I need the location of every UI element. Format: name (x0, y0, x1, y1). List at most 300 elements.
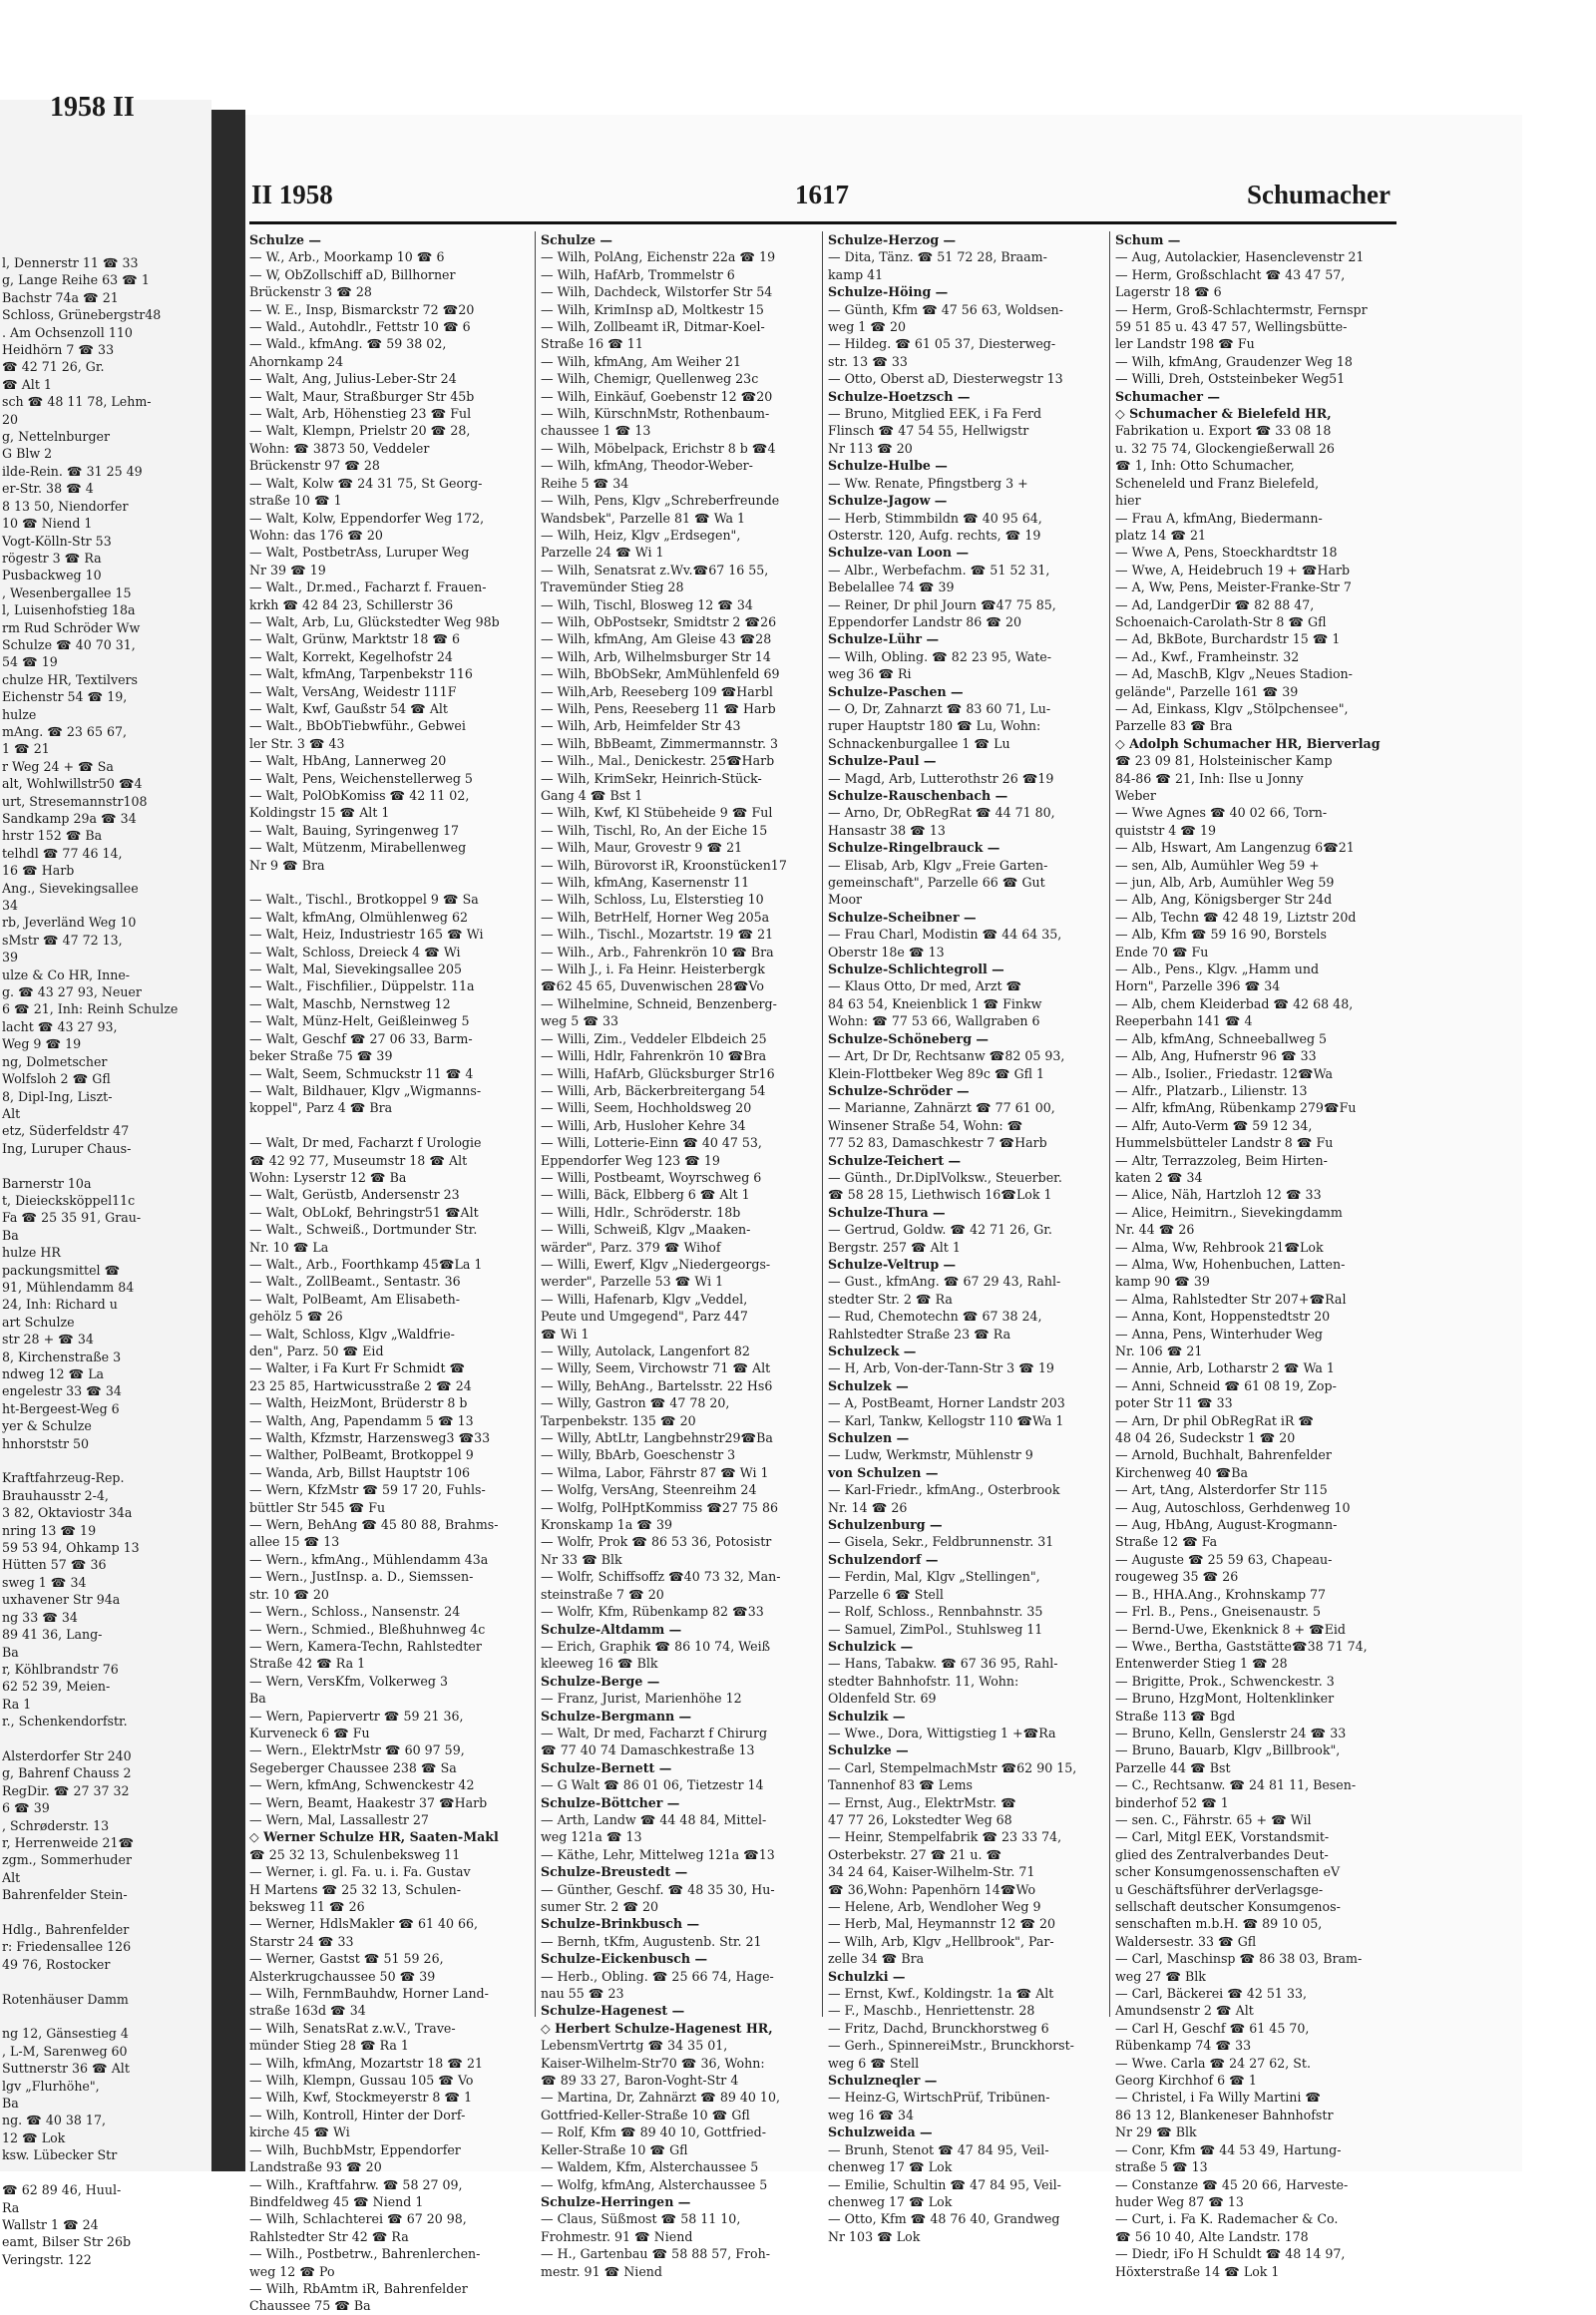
directory-entry-line: — Walt, Heiz, Industriestr 165 ☎ Wi (249, 927, 484, 943)
directory-entry-line: Kaiser-Wilhelm-Str70 ☎ 36, Wohn: (541, 2055, 765, 2071)
directory-entry-line: — Gisela, Sekr., Feldbrunnenstr. 31 (828, 1534, 1054, 1550)
surname-heading: Schulze-Altdamm — (541, 1621, 682, 1637)
directory-column-2 (541, 231, 812, 2279)
directory-entry-line: — Walt, Mützenm, Mirabellenweg (249, 840, 467, 856)
directory-entry-line: — Ernst, Aug., ElektrMstr. ☎ (828, 1794, 1016, 1810)
left-page-line (2, 1452, 201, 1469)
left-page-line: lgv „Flurhöhe", (2, 2078, 100, 2094)
directory-entry-line: — Walt, Ang, Julius-Leber-Str 24 (249, 371, 457, 387)
directory-entry-line: — C., Rechtsanw. ☎ 24 81 11, Besen- (1115, 1777, 1357, 1793)
left-page-line: hrstr 152 ☎ Ba (2, 828, 103, 844)
directory-entry-line: Amundsenstr 2 ☎ Alt (1115, 2003, 1254, 2019)
directory-entry-line: — Alma, Ww, Hohenbuchen, Latten- (1115, 1256, 1346, 1272)
directory-entry-line: — Wald., kfmAng. ☎ 59 38 02, (249, 336, 447, 352)
directory-entry-line: krkh ☎ 42 84 23, Schillerstr 36 (249, 596, 454, 612)
directory-entry-line: — Wwe A, Pens, Stoeckhardtstr 18 (1115, 545, 1338, 561)
directory-entry-line: gemeinschaft", Parzelle 66 ☎ Gut (828, 875, 1045, 891)
left-page-line (2, 2008, 201, 2025)
directory-entry-line: — Walt., Dr.med., Facharzt f. Frauen- (249, 579, 487, 595)
directory-entry-line: ler Landstr 198 ☎ Fu (1115, 336, 1255, 352)
directory-entry-line: — Ad, Einkass, Klgv „Stölpchensee", (1115, 700, 1349, 716)
surname-heading: Schulze-Paul — (828, 753, 937, 769)
directory-entry-line: — Wern, VersKfm, Volkerweg 3 (249, 1673, 448, 1689)
surname-heading: Schulze-Schöneberg — (828, 1030, 989, 1046)
left-page-line: urt, Stresemannstr108 (2, 793, 148, 809)
directory-entry-line: — Wilh, PolAng, Eichenstr 22a ☎ 19 (541, 249, 776, 265)
directory-entry-line: katen 2 ☎ 34 (1115, 1169, 1203, 1185)
directory-entry-line: poter Str 11 ☎ 33 (1115, 1395, 1233, 1411)
surname-heading: Schulze-Hoetzsch — (828, 388, 971, 404)
directory-entry-line: — Wilhelmine, Schneid, Benzenberg- (541, 995, 777, 1011)
directory-entry-line: — Willi, Lotterie-Einn ☎ 40 47 53, (541, 1135, 762, 1151)
directory-entry-line: — Christel, i Fa Willy Martini ☎ (1115, 2090, 1322, 2106)
directory-entry-line: Klein-Flottbeker Weg 89c ☎ Gfl 1 (828, 1065, 1045, 1081)
directory-entry-line: — Claus, Süßmost ☎ 58 11 10, (541, 2211, 741, 2227)
directory-entry-line: 59 51 85 u. 43 47 57, Wellingsbütte- (1115, 319, 1348, 335)
surname-heading: Schulzki — (828, 1968, 906, 1984)
directory-entry-line: — Bruno, Bauarb, Klgv „Billbrook", (1115, 1742, 1341, 1758)
directory-entry-line: — Helene, Arb, Wendloher Weg 9 (828, 1899, 1041, 1914)
left-page-line: Ra (2, 2199, 20, 2215)
directory-entry-line: — Fritz, Dachd, Brunckhorstweg 6 (828, 2020, 1049, 2036)
directory-entry-line: Straße 12 ☎ Fa (1115, 1534, 1218, 1550)
left-page-line: Kraftfahrzeug-Rep. (2, 1470, 125, 1486)
directory-entry-line: Straße 42 ☎ Ra 1 (249, 1656, 366, 1672)
directory-entry-line: — Klaus Otto, Dr med, Arzt ☎ (828, 978, 1022, 994)
directory-entry-line: koppel", Parz 4 ☎ Bra (249, 1100, 393, 1116)
surname-heading: Schulzick — (828, 1638, 914, 1654)
left-page-line: lacht ☎ 43 27 93, (2, 1018, 118, 1034)
directory-entry-line: str. 10 ☎ 20 (249, 1586, 329, 1602)
directory-entry-line: Nr 33 ☎ Blk (541, 1551, 622, 1567)
directory-entry-line: — W., Arb., Moorkamp 10 ☎ 6 (249, 249, 445, 265)
directory-entry-line: straße 5 ☎ 13 (1115, 2159, 1208, 2175)
directory-entry-line: — Wilh., Mal., Denickestr. 25☎Harb (541, 753, 775, 769)
directory-entry-line: — Walt., BbObTiebwführ., Gebwei (249, 718, 466, 734)
left-page-line: Eichenstr 54 ☎ 19, (2, 689, 128, 705)
directory-entry-line: — Günth, Kfm ☎ 47 56 63, Woldsen- (828, 301, 1063, 317)
surname-heading: Schulze — (541, 232, 613, 247)
directory-entry-line: LebensmVertrtg ☎ 34 35 01, (541, 2038, 728, 2054)
left-page-line: yer & Schulze (2, 1418, 92, 1434)
surname-heading: Schulze-Bernett — (541, 1759, 672, 1775)
directory-entry-line: — O, Dr, Zahnarzt ☎ 83 60 71, Lu- (828, 700, 1051, 716)
directory-entry-line: Kurveneck 6 ☎ Fu (249, 1725, 370, 1740)
surname-heading: Schulze-Ringelbrauck — (828, 840, 1000, 856)
directory-entry-line: — Wilh, HafArb, Trommelstr 6 (541, 266, 735, 282)
directory-entry-line: straße 163d ☎ 34 (249, 2003, 366, 2019)
left-page-line: Ba (2, 1227, 19, 1243)
directory-column-1 (249, 231, 521, 2314)
directory-entry-line: — Willy, Autolack, Langenfort 82 (541, 1344, 750, 1358)
directory-entry-line: ler Str. 3 ☎ 43 (249, 735, 345, 751)
left-page-line: g. ☎ 43 27 93, Neuer (2, 984, 142, 1000)
directory-entry-line: — Wilh, KrimInsp aD, Moltkestr 15 (541, 301, 764, 317)
directory-entry-line: — Wwe., Bertha, Gaststätte☎38 71 74, (1115, 1638, 1368, 1654)
directory-entry-line: kamp 41 (828, 266, 884, 282)
directory-entry-line: — Wilh, Möbelpack, Erichstr 8 b ☎4 (541, 440, 776, 456)
directory-entry-line: — Alfr, kfmAng, Rübenkamp 279☎Fu (1115, 1100, 1357, 1116)
directory-entry-line: sumer Str. 2 ☎ 20 (541, 1899, 659, 1914)
directory-entry-line: — Willi, Ewerf, Klgv „Niedergeorgs- (541, 1256, 771, 1272)
directory-entry-line: — Alb, Kfm ☎ 59 16 90, Borstels (1115, 927, 1327, 943)
directory-entry-line: — Herb, Mal, Heymannstr 12 ☎ 20 (828, 1916, 1056, 1932)
surname-heading: Schulze-Veltrup — (828, 1256, 957, 1272)
directory-entry-line: — Herb., Obling. ☎ 25 66 74, Hage- (541, 1968, 774, 1984)
directory-entry-line: — Carl H, Geschf ☎ 61 45 70, (1115, 2020, 1310, 2036)
directory-entry-line: — Wilh, Schloss, Lu, Elsterstieg 10 (541, 892, 764, 908)
directory-entry-line: — Wwe Agnes ☎ 40 02 66, Torn- (1115, 805, 1328, 821)
directory-entry-line: — Wern., kfmAng., Mühlendamm 43a (249, 1551, 489, 1567)
directory-entry-line: — Wilh, RbAmtm iR, Bahrenfelder (249, 2280, 468, 2296)
directory-entry-line: — Arnold, Buchhalt, Bahrenfelder (1115, 1447, 1332, 1463)
directory-entry-line: Nr. 106 ☎ 21 (1115, 1344, 1203, 1358)
directory-entry-line: — Walt, Kolw ☎ 24 31 75, St Georg- (249, 475, 483, 491)
directory-entry-line: Brückenstr 97 ☎ 28 (249, 458, 380, 474)
directory-entry-line: — Herb, Stimmbildn ☎ 40 95 64, (828, 510, 1042, 526)
surname-heading: Schulzik — (828, 1708, 906, 1724)
directory-entry-line: den", Parz. 50 ☎ Eid (249, 1344, 384, 1358)
directory-entry-line: — Rolf, Kfm ☎ 89 40 10, Gottfried- (541, 2124, 766, 2140)
directory-entry-line: — Hans, Tabakw. ☎ 67 36 95, Rahl- (828, 1656, 1058, 1672)
left-page-line: , Wesenbergallee 15 (2, 584, 132, 600)
directory-entry-line: weg 12 ☎ Po (249, 2263, 335, 2279)
directory-entry-line: Kirchenweg 40 ☎Ba (1115, 1464, 1248, 1480)
directory-entry-line: 86 13 12, Blankeneser Bahnhofstr (1115, 2107, 1334, 2122)
directory-entry-line: weg 121a ☎ 13 (541, 1829, 642, 1845)
directory-entry-line: — Walther, PolBeamt, Brotkoppel 9 (249, 1447, 474, 1463)
left-page-line: 1 ☎ 21 (2, 741, 50, 757)
directory-entry-line: weg 36 ☎ Ri (828, 666, 912, 682)
left-page-line: 8, Kirchenstraße 3 (2, 1349, 122, 1364)
directory-entry-line: — Ad, MaschB, Klgv „Neues Stadion- (1115, 666, 1353, 682)
left-page-line: Brauhausstr 2-4, (2, 1487, 109, 1503)
directory-entry-line: — Willi, HafArb, Glücksburger Str16 (541, 1065, 775, 1081)
left-page-line: 91, Mühlendamm 84 (2, 1279, 135, 1295)
left-page-line: t, Dieiecksköppel11c (2, 1192, 136, 1208)
directory-entry-line: — Günther, Geschf. ☎ 48 35 30, Hu- (541, 1881, 775, 1897)
directory-entry-line: — Wilh, BbBeamt, Zimmermannstr. 3 (541, 735, 779, 751)
directory-entry-line: — Günth., Dr.DiplVolksw., Steuerber. (828, 1169, 1062, 1185)
directory-entry-line: Wandsbek", Parzelle 81 ☎ Wa 1 (541, 510, 746, 526)
left-page-line: ng 12, Gänsestieg 4 (2, 2026, 129, 2042)
directory-entry-line: ◇ Adolph Schumacher HR, Bierverlag (1115, 735, 1381, 751)
left-page-line: Veringstr. 122 (2, 2251, 92, 2267)
directory-entry-line: — Wolfr, Prok ☎ 86 53 36, Potosistr (541, 1534, 772, 1550)
directory-entry-line: — Wilh, Schlachterei ☎ 67 20 98, (249, 2211, 467, 2227)
directory-entry-line: — Willi, Hdlr., Schröderstr. 18b (541, 1204, 741, 1220)
directory-entry-line: — Wilh, Senatsrat z.Wv.☎67 16 55, (541, 562, 769, 578)
column-separator (822, 231, 823, 2017)
directory-entry-line: — Werner, HdlsMakler ☎ 61 40 66, (249, 1916, 479, 1932)
directory-entry-line: — Franz, Jurist, Marienhöhe 12 (541, 1691, 742, 1707)
directory-entry-line: — Anna, Pens, Winterhuder Weg (1115, 1326, 1323, 1342)
directory-entry-line: — Wolfg, PolHptKommiss ☎27 75 86 (541, 1499, 778, 1515)
directory-entry-line: — Curt, i. Fa K. Rademacher & Co. (1115, 2211, 1339, 2227)
column-separator (1109, 231, 1110, 2017)
left-page-line: Hdlg., Bahrenfelder (2, 1922, 130, 1937)
directory-entry-line: ◇ Werner Schulze HR, Saaten-Makl (249, 1829, 499, 1845)
directory-entry-line: Parzelle 6 ☎ Stell (828, 1586, 944, 1602)
left-page-line: chulze HR, Textilvers (2, 671, 139, 687)
directory-entry-line: stedter Bahnhofstr. 11, Wohn: (828, 1673, 1019, 1689)
surname-heading: Schulze-Berge — (541, 1673, 660, 1689)
directory-entry-line: — Albr., Werbefachm. ☎ 51 52 31, (828, 562, 1050, 578)
directory-entry-line: — Alb, Techn ☎ 42 48 19, Liztstr 20d (1115, 909, 1357, 925)
left-page-line: r, Köhlbrandstr 76 (2, 1661, 119, 1677)
left-page-line: sMstr ☎ 47 72 13, (2, 932, 123, 948)
directory-entry-line: Schoenaich-Carolath-Str 8 ☎ Gfl (1115, 613, 1327, 629)
directory-entry-line: — Wern, BehAng ☎ 45 80 88, Brahms- (249, 1517, 499, 1533)
directory-entry-line: Straße 113 ☎ Bgd (1115, 1708, 1236, 1724)
directory-entry-line: — Wilh, Arb, Wilhelmsburger Str 14 (541, 648, 771, 664)
directory-entry-line: — Wilh, Obling. ☎ 82 23 95, Wate- (828, 648, 1052, 664)
directory-entry-line: Fabrikation u. Export ☎ 33 08 18 (1115, 423, 1332, 439)
directory-entry-line: — Ernst, Kwf., Koldingstr. 1a ☎ Alt (828, 1986, 1054, 2002)
left-page-line (2, 1904, 201, 1921)
surname-heading: Schulzke — (828, 1742, 909, 1758)
left-page-line: art Schulze (2, 1314, 75, 1330)
directory-entry-line: Nr. 10 ☎ La (249, 1239, 329, 1255)
left-page-line (2, 1973, 201, 1990)
directory-entry-line: münder Stieg 28 ☎ Ra 1 (249, 2038, 409, 2054)
directory-entry-line: — Samuel, ZimPol., Stuhlsweg 11 (828, 1621, 1043, 1637)
directory-entry-line: — Gust., kfmAng. ☎ 67 29 43, Rahl- (828, 1274, 1061, 1290)
directory-entry-line: — Magd, Arb, Lutterothstr 26 ☎19 (828, 770, 1054, 786)
directory-entry-line: Reihe 5 ☎ 34 (541, 475, 629, 491)
directory-entry-line: huder Weg 87 ☎ 13 (1115, 2193, 1244, 2209)
directory-entry-line: — Walt, VersAng, Weidestr 111F (249, 683, 457, 699)
directory-entry-line: — Walt, Arb, Lu, Glückstedter Weg 98b (249, 613, 500, 629)
directory-entry-line: Gang 4 ☎ Bst 1 (541, 788, 643, 803)
directory-entry-line: Nr 9 ☎ Bra (249, 857, 325, 873)
directory-entry-line: — Walt, Kwf, Gaußstr 54 ☎ Alt (249, 700, 448, 716)
left-page-line: 6 ☎ 39 (2, 1800, 50, 1816)
directory-entry-line: — Willi, Arb, Bäckerbreitergang 54 (541, 1082, 766, 1098)
directory-entry-line: — Walter, i Fa Kurt Fr Schmidt ☎ (249, 1360, 466, 1376)
left-page-line: sch ☎ 48 11 78, Lehm- (2, 394, 152, 410)
directory-entry-line: — Wilh, Kontroll, Hinter der Dorf- (249, 2107, 466, 2122)
directory-entry-line: — Wern, Beamt, Haakestr 37 ☎Harb (249, 1794, 488, 1810)
directory-entry-line: — sen, Alb, Aumühler Weg 59 + (1115, 857, 1320, 873)
left-page-text (2, 254, 201, 2268)
directory-entry-line: 84-86 ☎ 21, Inh: Ilse u Jonny (1115, 770, 1304, 786)
directory-entry-line: — Wilh, kfmAng, Mozartstr 18 ☎ 21 (249, 2055, 483, 2071)
directory-entry-line: — W. E., Insp, Bismarckstr 72 ☎20 (249, 301, 475, 317)
directory-entry-line: — Wwe., Dora, Wittigstieg 1 +☎Ra (828, 1725, 1056, 1740)
directory-entry-line: Osterstr. 120, Aufg. rechts, ☎ 19 (828, 527, 1041, 543)
directory-entry-line: — Werner, i. gl. Fa. u. i. Fa. Gustav (249, 1864, 471, 1880)
surname-heading: Schulzneqler — (828, 2073, 938, 2089)
directory-entry-line: — Wilh, Chemigr, Quellenweg 23c (541, 371, 759, 387)
surname-heading: Schulze-Jagow — (828, 493, 948, 509)
directory-entry-line: chenweg 17 ☎ Lok (828, 2193, 953, 2209)
directory-entry-line: — Reiner, Dr phil Journ ☎47 75 85, (828, 596, 1056, 612)
directory-entry-line: ☎ 36,Wohn: Papenhörn 14☎Wo (828, 1881, 1036, 1897)
directory-entry-line: — Marianne, Zahnärzt ☎ 77 61 00, (828, 1100, 1055, 1116)
directory-column-3 (828, 231, 1099, 2244)
directory-entry-line: — Wilh J., i. Fa Heinr. Heisterbergk (541, 962, 765, 977)
directory-entry-line: Chaussee 75 ☎ Ba (249, 2298, 371, 2314)
directory-entry-line: ☎ 23 09 81, Holsteinischer Kamp (1115, 753, 1333, 769)
directory-entry-line: — Ad, LandgerDir ☎ 82 88 47, (1115, 596, 1315, 612)
surname-heading: Schulze-Teichert — (828, 1152, 962, 1168)
directory-entry-line: weg 6 ☎ Stell (828, 2055, 920, 2071)
directory-entry-line: — Frau A, kfmAng, Biedermann- (1115, 510, 1323, 526)
directory-entry-line: — Carl, StempelmachMstr ☎62 90 15, (828, 1759, 1077, 1775)
directory-entry-line: Hummelsbütteler Landstr 8 ☎ Fu (1115, 1135, 1334, 1151)
directory-entry-line: mestr. 91 ☎ Niend (541, 2263, 662, 2279)
directory-entry-line: — Otto, Kfm ☎ 48 76 40, Grandweg (828, 2211, 1060, 2227)
surname-heading: Schulze-Paschen — (828, 683, 964, 699)
left-page-line: ndweg 12 ☎ La (2, 1366, 105, 1381)
surname-heading: Schulzweida — (828, 2124, 933, 2140)
left-page-line: Ing, Luruper Chaus- (2, 1140, 132, 1156)
directory-entry-line: weg 1 ☎ 20 (828, 319, 907, 335)
directory-entry-line: — Anni, Schneid ☎ 61 08 19, Zop- (1115, 1377, 1337, 1393)
directory-entry-line: — Annie, Arb, Lotharstr 2 ☎ Wa 1 (1115, 1360, 1335, 1376)
directory-entry-line: Peute und Umgegend", Parz 447 (541, 1309, 748, 1325)
left-page-line: Barnerstr 10a (2, 1175, 92, 1191)
left-page-line: , Schrøderstr. 13 (2, 1817, 110, 1833)
directory-entry-line: — Alice, Näh, Hartzloh 12 ☎ 33 (1115, 1187, 1322, 1203)
directory-entry-line: — Karl-Friedr., kfmAng., Osterbrook (828, 1482, 1060, 1498)
directory-entry-line: — Wilh, Pens, Reeseberg 11 ☎ Harb (541, 700, 776, 716)
directory-entry-line: — Wwe, A, Heidebruch 19 + ☎Harb (1115, 562, 1351, 578)
directory-entry-line: ◇ Herbert Schulze-Hagenest HR, (541, 2020, 773, 2036)
directory-entry-line: Eppendorfer Landstr 86 ☎ 20 (828, 613, 1022, 629)
surname-heading: Schulze-Böttcher — (541, 1794, 680, 1810)
directory-entry-line: — Walt, Mal, Sievekingsallee 205 (249, 962, 462, 977)
directory-entry-line: Schnackenburgallee 1 ☎ Lu (828, 735, 1010, 751)
directory-entry-line: — Alb, chem Kleiderbad ☎ 42 68 48, (1115, 995, 1354, 1011)
directory-entry-line: — Walt, Schloss, Klgv „Waldfrie- (249, 1326, 455, 1342)
left-page-line: ☎ 42 71 26, Gr. (2, 359, 105, 375)
directory-entry-line: — Willy, AbtLtr, Langbehnstr29☎Ba (541, 1430, 773, 1446)
page-header-left: II 1958 (251, 180, 333, 209)
surname-heading: Schulze-van Loon — (828, 545, 970, 561)
directory-entry-line: Wohn: ☎ 77 53 66, Wallgraben 6 (828, 1013, 1040, 1029)
left-page-line: l, Dennerstr 11 ☎ 33 (2, 255, 139, 270)
directory-entry-line: wärder", Parz. 379 ☎ Wihof (541, 1239, 721, 1255)
left-page-line: 8, Dipl-Ing, Liszt- (2, 1088, 113, 1104)
directory-entry-line: — Alma, Rahlstedter Str 207+☎Ral (1115, 1291, 1347, 1307)
directory-entry-line: — Alice, Heimitrn., Sievekingdamm (1115, 1204, 1343, 1220)
directory-entry-line: — Walt, Maur, Straßburger Str 45b (249, 388, 475, 404)
left-page-line: telhdl ☎ 77 46 14, (2, 845, 123, 861)
directory-entry-line: gelände", Parzelle 161 ☎ 39 (1115, 683, 1299, 699)
directory-entry-line: — Wilh, KrimSekr, Heinrich-Stück- (541, 770, 762, 786)
directory-entry-line: Landstraße 93 ☎ 20 (249, 2159, 382, 2175)
directory-entry-line: — Bruno, Kelln, Genslerstr 24 ☎ 33 (1115, 1725, 1347, 1740)
left-page-line: Heidhörn 7 ☎ 33 (2, 342, 115, 358)
directory-entry-line: — Wilh,Arb, Reeseberg 109 ☎Harbl (541, 683, 773, 699)
left-page-line: 59 53 94, Ohkamp 13 (2, 1540, 140, 1556)
left-page-line: hnhorststr 50 (2, 1435, 90, 1451)
surname-heading: Schulzendorf — (828, 1551, 939, 1567)
directory-entry-line: büttler Str 545 ☎ Fu (249, 1499, 386, 1515)
directory-entry-line: — Willy, Gastron ☎ 47 78 20, (541, 1395, 730, 1411)
directory-entry-line: ☎ 89 33 27, Baron-Voght-Str 4 (541, 2073, 739, 2089)
directory-entry-line: Ende 70 ☎ Fu (1115, 944, 1209, 960)
directory-entry-line: beksweg 11 ☎ 26 (249, 1899, 365, 1914)
directory-entry-line: — Wern., Schmied., Bleßhuhnweg 4c (249, 1621, 486, 1637)
directory-entry-line: Horn", Parzelle 396 ☎ 34 (1115, 978, 1281, 994)
surname-heading: Schulze — (249, 232, 322, 247)
directory-entry-line: — Wald., Autohdlr., Fettstr 10 ☎ 6 (249, 319, 471, 335)
left-page-line: Bachstr 74a ☎ 21 (2, 289, 119, 305)
directory-entry-line: Scheneleld und Franz Bielefeld, (1115, 475, 1320, 491)
directory-entry-line: scher Konsumgenossenschaften eV (1115, 1864, 1341, 1880)
directory-entry-line: — Walt, Kolw, Eppendorfer Weg 172, (249, 510, 485, 526)
directory-entry-line: Höxterstraße 14 ☎ Lok 1 (1115, 2263, 1280, 2279)
left-page-line: er-Str. 38 ☎ 4 (2, 481, 94, 497)
directory-entry-line: — W, ObZollschiff aD, Billhorner (249, 266, 456, 282)
surname-heading: Schulze-Lühr — (828, 631, 940, 647)
directory-entry-line: Winsener Straße 54, Wohn: ☎ (828, 1117, 1023, 1133)
directory-entry-line: — Wilh., Postbetrw., Bahrenlerchen- (249, 2246, 481, 2262)
left-page-line: 54 ☎ 19 (2, 654, 58, 670)
directory-entry-line: — Wilh, Klempn, Gussau 105 ☎ Vo (249, 2073, 474, 2089)
surname-heading: Schulzen — (828, 1430, 910, 1446)
directory-entry-line: Frohmestr. 91 ☎ Niend (541, 2228, 693, 2244)
directory-entry-line: — Walt., Arb., Foorthkamp 45☎La 1 (249, 1256, 483, 1272)
directory-entry-line: u Geschäftsführer derVerlagsge- (1115, 1881, 1324, 1897)
directory-entry-line: — Constanze ☎ 45 20 66, Harveste- (1115, 2176, 1349, 2192)
directory-entry-line: 77 52 83, Damaschkestr 7 ☎Harb (828, 1135, 1047, 1151)
directory-entry-line: straße 10 ☎ 1 (249, 493, 342, 509)
directory-entry-line: Eppendorfer Weg 123 ☎ 19 (541, 1152, 720, 1168)
directory-entry-line: — Wern., Schloss., Nansenstr. 24 (249, 1604, 461, 1620)
directory-entry-line: — Walt, ObLokf, Behringstr51 ☎Alt (249, 1204, 479, 1220)
surname-heading: von Schulzen — (828, 1464, 939, 1480)
left-page-line: ng. ☎ 40 38 17, (2, 2113, 106, 2128)
left-page-line: 12 ☎ Lok (2, 2129, 66, 2145)
directory-entry-line: — Arno, Dr, ObRegRat ☎ 44 71 80, (828, 805, 1055, 821)
directory-entry-line: — Alb, Ang, Hufnerstr 96 ☎ 33 (1115, 1048, 1317, 1064)
left-page-line: Ang., Sievekingsallee (2, 880, 139, 896)
directory-entry-line: ☎ 25 32 13, Schulenbeksweg 11 (249, 1846, 461, 1862)
directory-entry-line: — Wern, kfmAng, Schwenckestr 42 (249, 1777, 475, 1793)
directory-entry-line (249, 1117, 521, 1134)
directory-entry-line: — Wilh, Arb, Klgv „Hellbrook", Par- (828, 1933, 1054, 1949)
directory-entry-line: — H, Arb, Von-der-Tann-Str 3 ☎ 19 (828, 1360, 1054, 1376)
surname-heading: Schumacher — (1115, 388, 1221, 404)
directory-entry-line: — Art, tAng, Alsterdorfer Str 115 (1115, 1482, 1328, 1498)
directory-entry-line: Lagerstr 18 ☎ 6 (1115, 284, 1222, 300)
directory-entry-line: quiststr 4 ☎ 19 (1115, 822, 1217, 838)
left-page-line: ng 33 ☎ 34 (2, 1609, 78, 1625)
directory-entry-line: — Frl. B., Pens., Gneisenaustr. 5 (1115, 1604, 1322, 1620)
directory-entry-line: — Carl, Mitgl EEK, Vorstandsmit- (1115, 1829, 1330, 1845)
directory-entry-line: — Walt., Schweiß., Dortmunder Str. (249, 1222, 478, 1238)
left-page-line: Alt (2, 1869, 21, 1885)
directory-entry-line: — Wilh, kfmAng, Theodor-Weber- (541, 458, 753, 474)
surname-heading: Schum — (1115, 232, 1181, 247)
directory-entry-line: Starstr 24 ☎ 33 (249, 1933, 354, 1949)
left-page-line: r: Friedensallee 126 (2, 1939, 132, 1955)
left-page-line: Wolfsloh 2 ☎ Gfl (2, 1071, 111, 1087)
left-page-line: r., Schenkendorfstr. (2, 1714, 128, 1730)
book-gutter (211, 110, 245, 2171)
directory-entry-line: — Wilh, Tischl, Ro, An der Eiche 15 (541, 822, 768, 838)
directory-entry-line: — Alb, Ang, Königsberger Str 24d (1115, 892, 1333, 908)
left-page-line: 39 (2, 950, 19, 965)
directory-entry-line: — Walt, Pens, Weichenstellerweg 5 (249, 770, 473, 786)
directory-entry-line: chenweg 17 ☎ Lok (828, 2159, 953, 2175)
directory-entry-line: Moor (828, 892, 863, 908)
directory-entry-line: Wohn: das 176 ☎ 20 (249, 527, 383, 543)
